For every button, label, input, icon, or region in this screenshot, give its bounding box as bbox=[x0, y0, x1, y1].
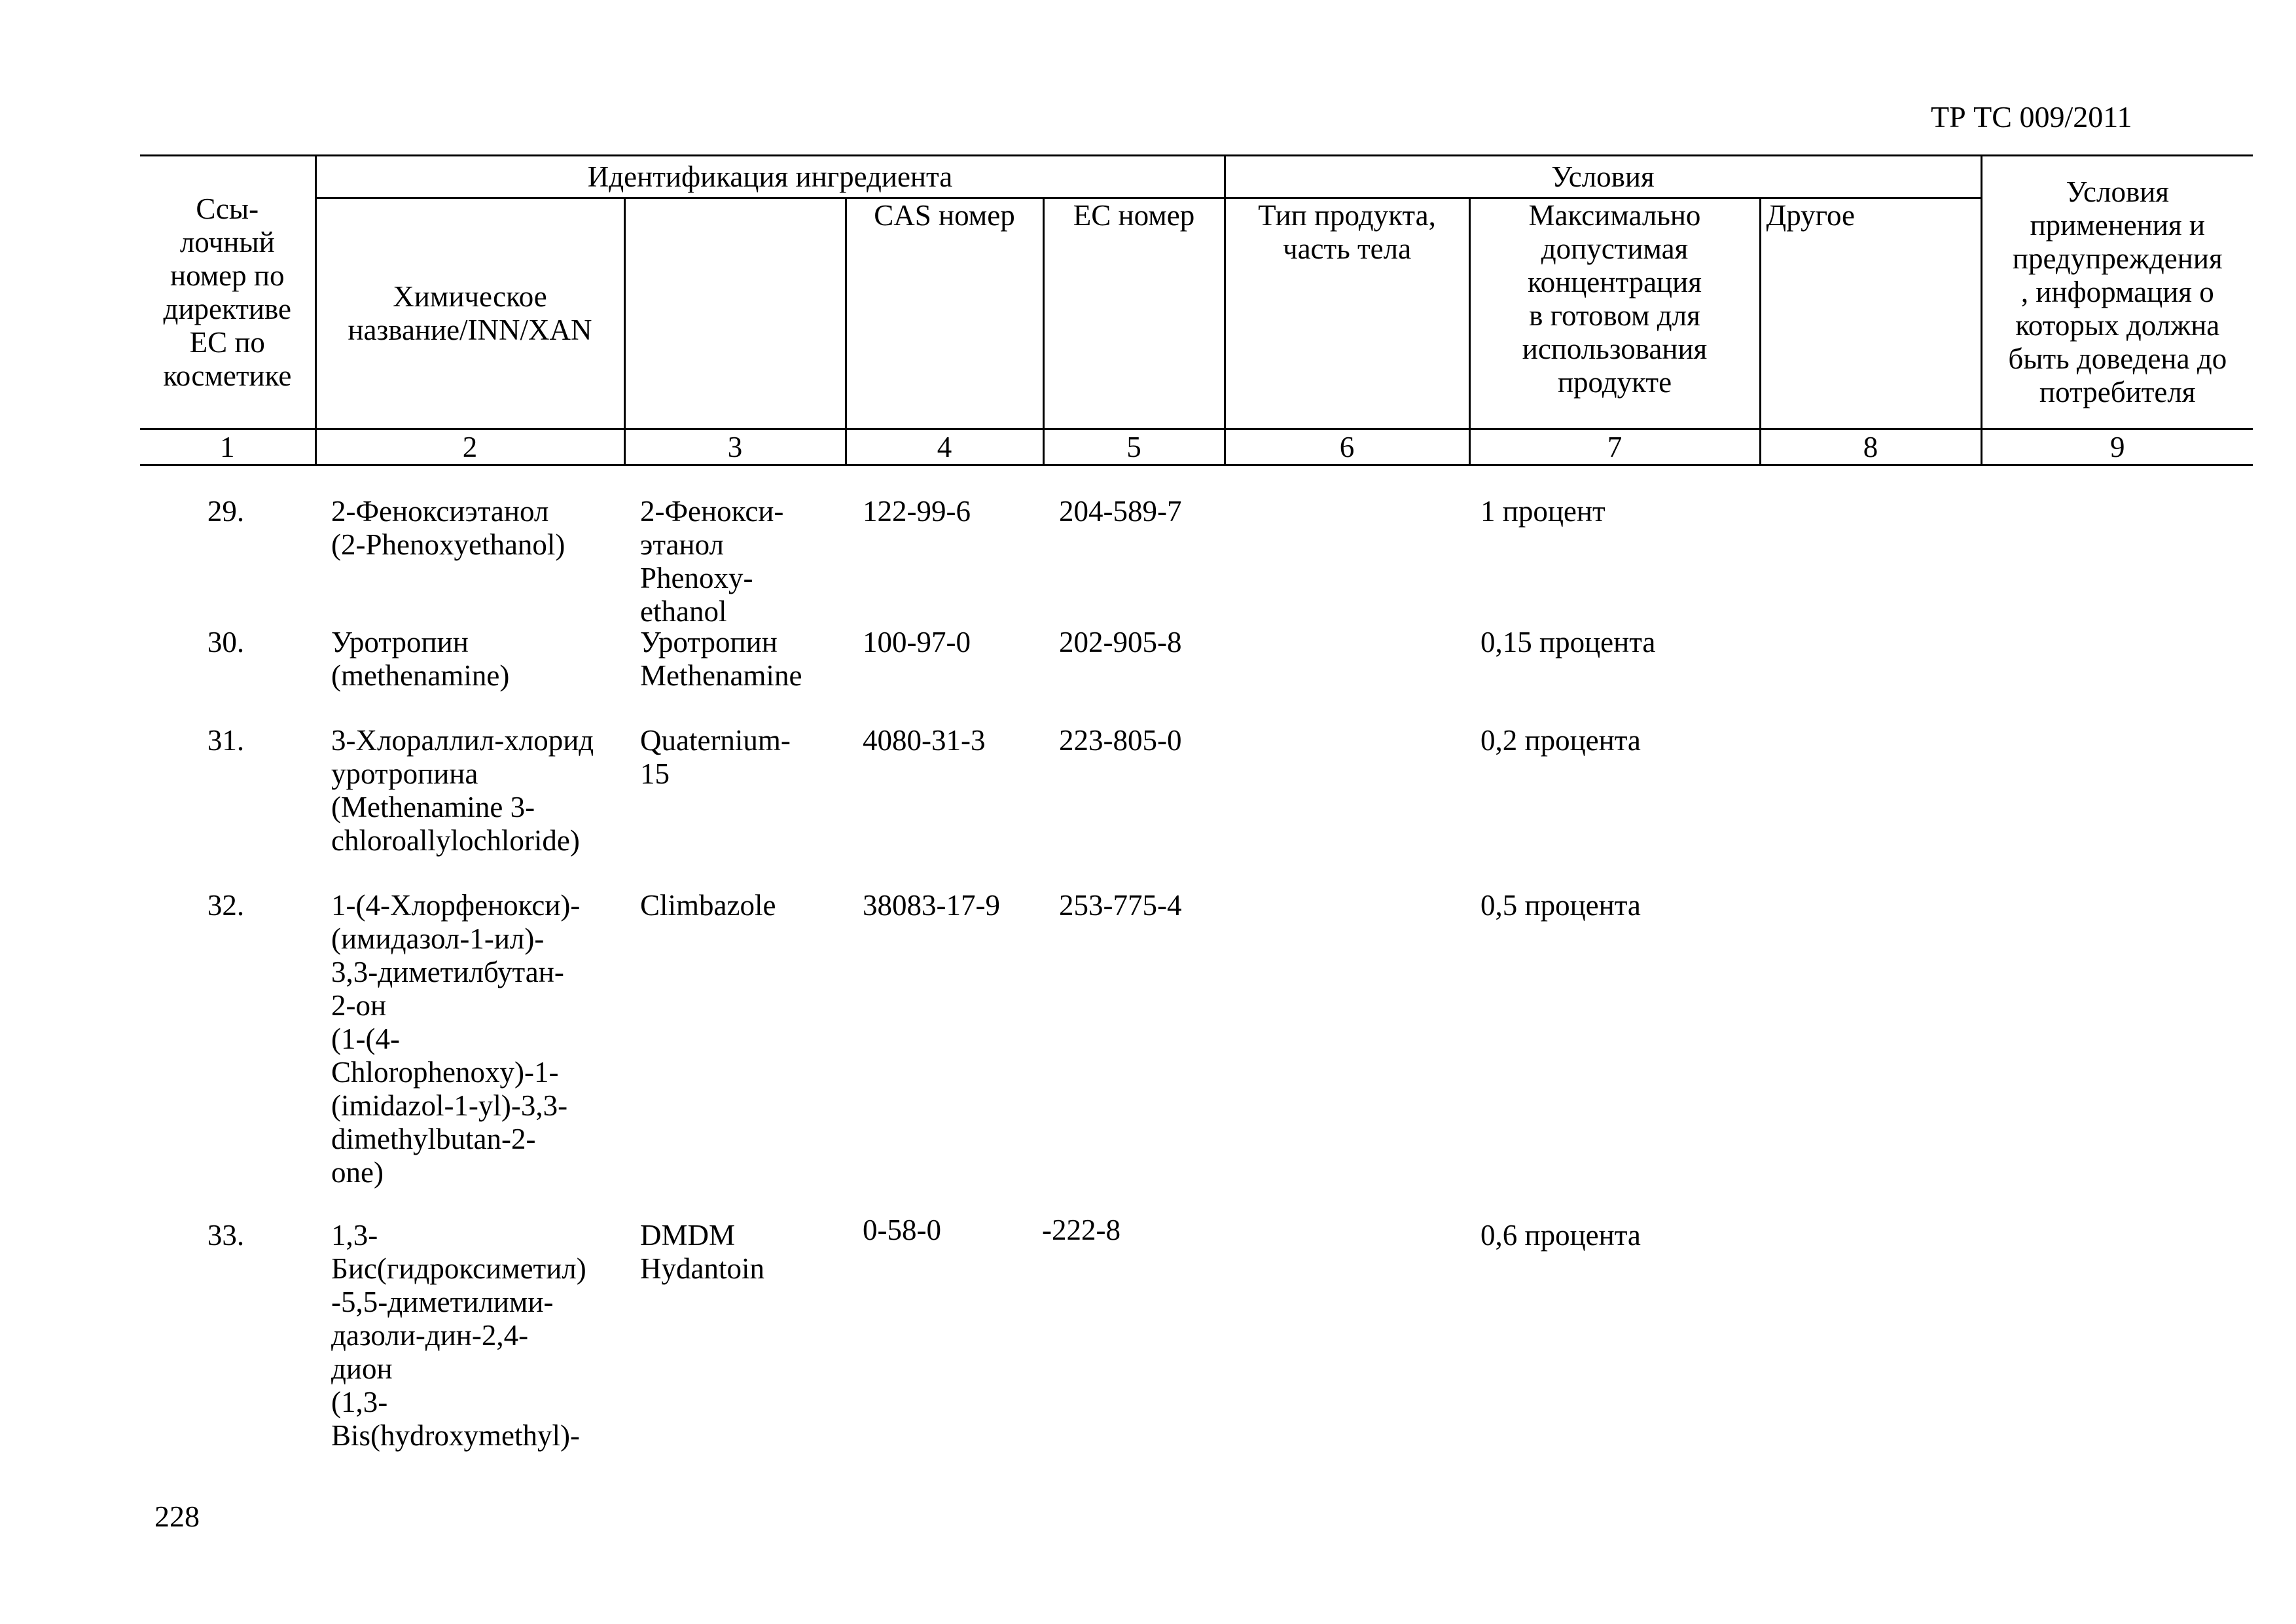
header-col9: Условия применения и предупреждения , информация о которых должна быть доведена до потребителя bbox=[1981, 156, 2253, 429]
ec-number: 223-805-0 bbox=[1059, 724, 1182, 757]
page-number: 228 bbox=[154, 1500, 200, 1533]
column-number: 1 bbox=[140, 429, 315, 465]
ec-number: 204-589-7 bbox=[1059, 495, 1182, 528]
max-concentration: 1 процент bbox=[1480, 495, 1605, 528]
column-number: 4 bbox=[846, 429, 1043, 465]
column-number: 5 bbox=[1043, 429, 1225, 465]
inn-name: Climbazole bbox=[640, 889, 776, 922]
chemical-name: Уротропин (methenamine) bbox=[331, 626, 510, 692]
max-concentration: 0,6 процента bbox=[1480, 1219, 1641, 1252]
header-col1: Ссы- лочный номер по директиве ЕС по косметике bbox=[140, 156, 315, 429]
column-number: 7 bbox=[1469, 429, 1760, 465]
row-ref-number: 32. bbox=[207, 889, 245, 922]
inn-name: DMDM Hydantoin bbox=[640, 1219, 764, 1285]
inn-name: 2-Фенокси- этанол Phenoxy- ethanol bbox=[640, 495, 784, 628]
header-group-conditions: Условия bbox=[1225, 156, 1981, 198]
ec-number: 253-775-4 bbox=[1059, 889, 1182, 922]
chemical-name: 2-Феноксиэтанол (2-Phenoxyethanol) bbox=[331, 495, 565, 561]
chemical-name: 1,3- Бис(гидроксиметил) -5,5-диметилими- дазоли-дин-2,4- дион (1,3- Bis(hydroxymethyl)- bbox=[331, 1219, 586, 1452]
header-col2: Химическое название/INN/XAN bbox=[315, 198, 624, 429]
row-ref-number: 30. bbox=[207, 626, 245, 659]
cas-number: 122-99-6 bbox=[863, 495, 971, 528]
cas-number: 0-58-0 bbox=[863, 1214, 941, 1246]
inn-name: Quaternium- 15 bbox=[640, 724, 791, 790]
header-group-identification: Идентификация ингредиента bbox=[315, 156, 1225, 198]
header-col5: ЕС номер bbox=[1043, 198, 1225, 429]
column-number: 2 bbox=[315, 429, 624, 465]
max-concentration: 0,2 процента bbox=[1480, 724, 1641, 757]
row-ref-number: 29. bbox=[207, 495, 245, 528]
row-ref-number: 33. bbox=[207, 1219, 245, 1252]
header-col4: CAS номер bbox=[846, 198, 1043, 429]
header-col3 bbox=[624, 198, 846, 429]
column-number: 9 bbox=[1981, 429, 2253, 465]
max-concentration: 0,15 процента bbox=[1480, 626, 1656, 659]
header-col8: Другое bbox=[1760, 198, 1981, 429]
ec-number: 202-905-8 bbox=[1059, 626, 1182, 659]
inn-name: Уротропин Methenamine bbox=[640, 626, 802, 692]
table-header bbox=[140, 154, 2253, 466]
header-col7: Максимально допустимая концентрация в готовом для использования продукте bbox=[1469, 198, 1760, 429]
header-col6: Тип продукта, часть тела bbox=[1225, 198, 1469, 429]
column-number: 8 bbox=[1760, 429, 1981, 465]
row-ref-number: 31. bbox=[207, 724, 245, 757]
column-number: 6 bbox=[1225, 429, 1469, 465]
cas-number: 4080-31-3 bbox=[863, 724, 986, 757]
max-concentration: 0,5 процента bbox=[1480, 889, 1641, 922]
document-code: ТР ТС 009/2011 bbox=[1931, 100, 2132, 134]
cas-number: 38083-17-9 bbox=[863, 889, 1000, 922]
column-number: 3 bbox=[624, 429, 846, 465]
cas-number: 100-97-0 bbox=[863, 626, 971, 659]
chemical-name: 1-(4-Хлорфенокси)- (имидазол-1-ил)- 3,3-диметилбутан- 2-он (1-(4- Chlorophenoxy)-1- (imidazol-1-yl)-3,3- dimethylbutan-2- one) bbox=[331, 889, 581, 1189]
ec-number: -222-8 bbox=[1042, 1214, 1121, 1246]
chemical-name: 3-Хлораллил-хлорид уротропина (Methenamine 3- chloroallylochloride) bbox=[331, 724, 594, 857]
